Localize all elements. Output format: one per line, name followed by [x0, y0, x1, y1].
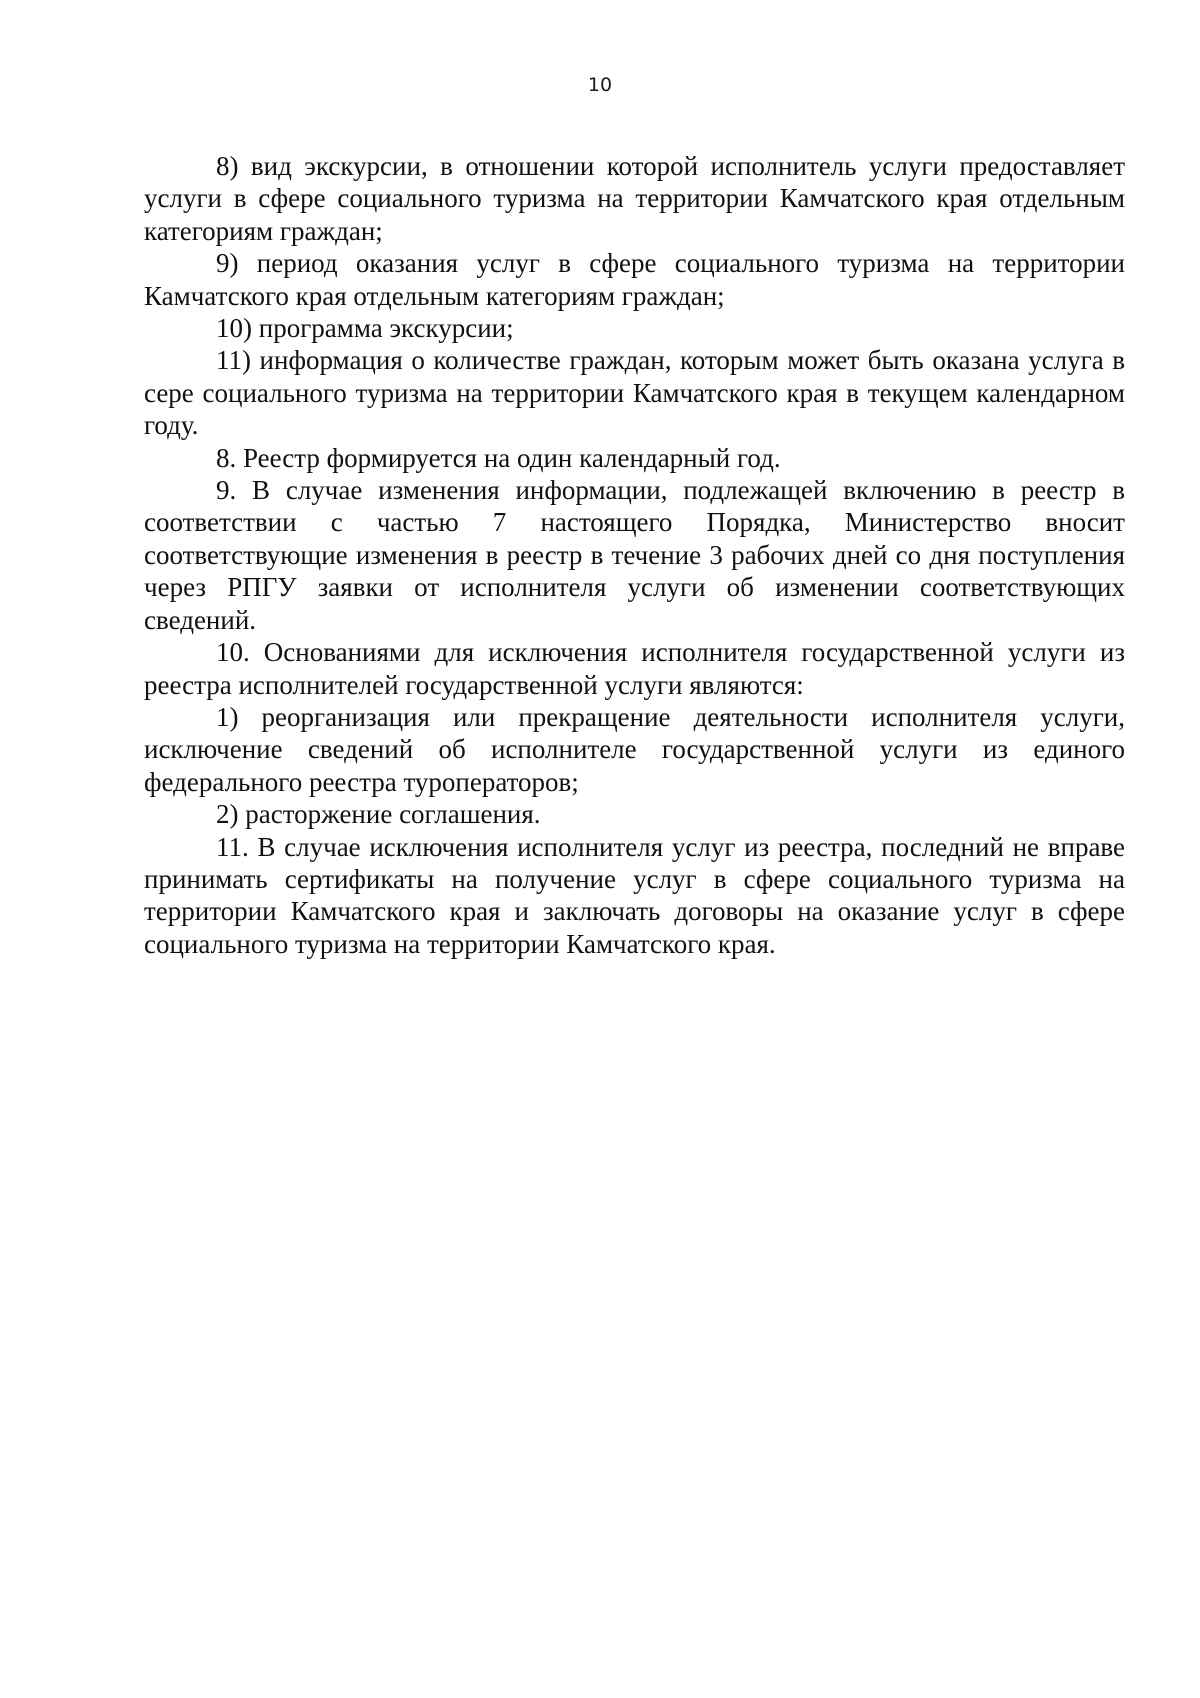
paragraph-subitem-1: 1) реорганизация или прекращение деятельности исполнителя услуги, исключение сведений об исполнителе государственной услуги из единого федерального реестра туроператоров;: [144, 701, 1125, 797]
document-body: [144, 150, 1125, 960]
paragraph-section-9: 9. В случае изменения информации, подлежащей включению в реестр в соответствии с частью 7 настоящего Порядка, Министерство вносит соответствующие изменения в реестр в течение 3 рабочих дней со дня поступления через РПГУ заявки от исполнителя услуги об изменении соответствующих сведений.: [144, 475, 1125, 635]
paragraph-section-11: 11. В случае исключения исполнителя услуг из реестра, последний не вправе принимать сертификаты на получение услуг в сфере социального туризма на территории Камчатского края и заключать договоры на оказание услуг в сфере социального туризма на территории Камчатского края.: [144, 831, 1125, 959]
paragraph-item-9: 9) период оказания услуг в сфере социального туризма на территории Камчатского края отдельным категориям граждан;: [144, 248, 1125, 311]
paragraph-section-8: 8. Реестр формируется на один календарный год.: [216, 442, 781, 473]
paragraph-subitem-2: 2) расторжение соглашения.: [216, 799, 541, 830]
page-number: 10: [587, 74, 613, 96]
paragraph-item-8: 8) вид экскурсии, в отношении которой исполнитель услуги предоставляет услуги в сфере социального туризма на территории Камчатского края отдельным категориям граждан;: [144, 151, 1125, 246]
paragraph-item-10: 10) программа экскурсии;: [216, 313, 514, 344]
paragraph-item-11: 11) информация о количестве граждан, которым может быть оказана услуга в сере социального туризма на территории Камчатского края в текущем календарном году.: [144, 345, 1125, 441]
paragraph-section-10: 10. Основаниями для исключения исполнителя государственной услуги из реестра исполнителей государственной услуги являются:: [144, 637, 1125, 700]
